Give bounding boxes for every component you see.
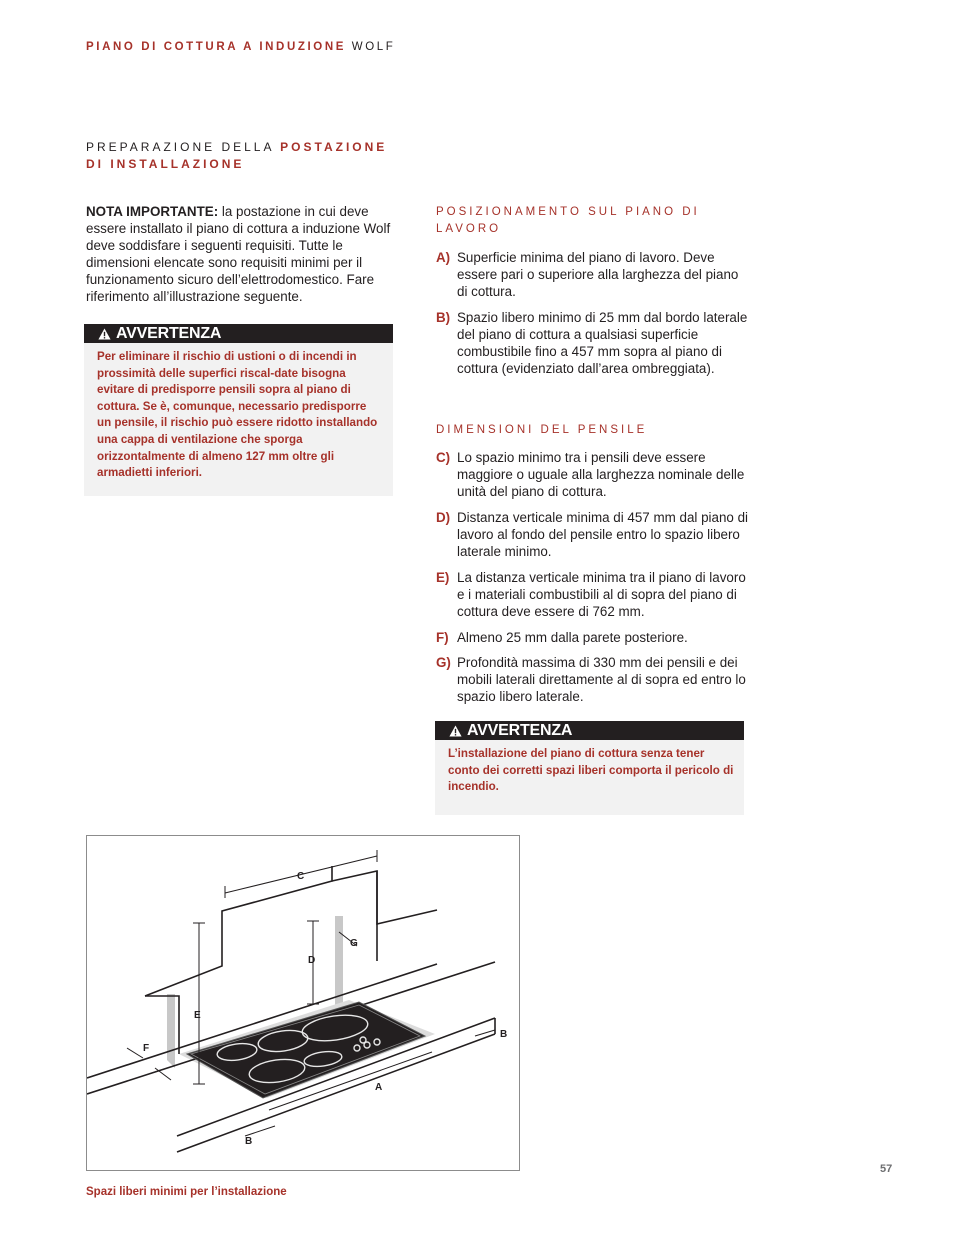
- item-text: Spazio libero minimo di 25 mm dal bordo laterale del piano di cottura a qualsiasi superficie combustibile fino a 457 mm sopra al piano di cottura (evidenziato dall’area ombreggiata).: [457, 310, 748, 376]
- page-number: 57: [880, 1163, 893, 1175]
- side-clearance-shade-right: [335, 916, 343, 1006]
- header-brand: WOLF: [351, 41, 396, 53]
- section-title: [86, 139, 406, 173]
- installation-diagram: [87, 836, 519, 1170]
- item-text: Superficie minima del piano di lavoro. Deve essere pari o superiore alla larghezza del piano di cottura.: [457, 250, 739, 299]
- label-b-right: B: [500, 1029, 508, 1040]
- item-key: E): [436, 570, 450, 585]
- warning-triangle-icon: [449, 725, 462, 737]
- warning-triangle-icon: [98, 328, 111, 340]
- important-note: [86, 203, 402, 305]
- item-text: Lo spazio minimo tra i pensili deve essere maggiore o uguale alla larghezza nominale delle unità del piano di cottura.: [457, 450, 745, 499]
- list-item-c: [436, 449, 748, 500]
- list-item-e: [436, 569, 748, 620]
- label-e: E: [194, 1010, 201, 1021]
- note-label: NOTA IMPORTANTE:: [86, 204, 219, 219]
- item-text: Distanza verticale minima di 457 mm dal piano di lavoro al fondo del pensile entro lo spazio libero laterale minimo.: [457, 510, 749, 559]
- item-key: G): [436, 655, 451, 670]
- list-item-d: [436, 509, 748, 560]
- warning-title-1: AVVERTENZA: [116, 325, 222, 342]
- item-key: B): [436, 310, 451, 325]
- cabinet-heading: DIMENSIONI DEL PENSILE: [436, 424, 648, 436]
- label-b-front: B: [245, 1136, 253, 1147]
- header-section: PIANO DI COTTURA A INDUZIONE: [86, 41, 346, 53]
- section-title-light: PREPARAZIONE DELLA: [86, 140, 274, 154]
- warning-title-2: AVVERTENZA: [467, 722, 573, 739]
- item-key: D): [436, 510, 451, 525]
- warning-text-1: Per eliminare il rischio di ustioni o di incendi in prossimità delle superfici riscal-date bisogna evitare di predisporre pensili sopra al piano di cottura. Se è, comunque, necessario predisporre un pensile, il rischio può essere ridotto installando una cappa di ventilazione che sporga orizzontalmente di almeno 127 mm oltre gli armadietti inferiori.: [97, 350, 378, 480]
- label-c: C: [297, 871, 305, 882]
- warning-box-2: [435, 721, 744, 815]
- section-title-bold-2: DI INSTALLAZIONE: [86, 157, 245, 171]
- warning-box-1: [84, 324, 393, 496]
- label-d: D: [308, 955, 316, 966]
- label-a: A: [375, 1082, 383, 1093]
- positioning-heading: POSIZIONAMENTO SUL PIANO DI LAVORO: [436, 206, 700, 235]
- label-f: F: [143, 1043, 150, 1054]
- installation-clearance-figure: [86, 835, 520, 1171]
- item-text: Almeno 25 mm dalla parete posteriore.: [457, 630, 688, 645]
- warning-bar-1: [84, 324, 393, 343]
- warning-text-2: L’installazione del piano di cottura senza tener conto dei corretti spazi liberi comporta il pericolo di incendio.: [448, 747, 734, 794]
- list-item-g: [436, 654, 748, 705]
- side-clearance-shade-left: [167, 994, 175, 1068]
- section-title-bold-1: POSTAZIONE: [280, 140, 388, 154]
- list-item-a: [436, 249, 748, 300]
- item-key: C): [436, 450, 451, 465]
- figure-caption: Spazi liberi minimi per l’installazione: [86, 1186, 287, 1198]
- list-item-b: [436, 309, 748, 377]
- running-header: [86, 41, 395, 53]
- warning-bar-2: [435, 721, 744, 740]
- dimension-lines: [127, 850, 495, 1136]
- item-text: Profondità massima di 330 mm dei pensili e dei mobili laterali direttamente al di sopra ed entro lo spazio libero laterale.: [457, 655, 746, 704]
- label-g: G: [350, 938, 358, 949]
- note-text: la postazione in cui deve essere installato il piano di cottura a induzione Wolf deve soddisfare i seguenti requisiti. Tutte le dimensioni elencate sono requisiti minimi per il funzionamento sicuro dell’elettrodomestico. Fare riferimento all’illustrazione seguente.: [86, 204, 391, 304]
- item-key: F): [436, 630, 449, 645]
- item-key: A): [436, 250, 451, 265]
- item-text: La distanza verticale minima tra il piano di lavoro e i materiali combustibili al di sopra del piano di cottura deve essere di 762 mm.: [457, 570, 746, 619]
- list-item-f: [436, 629, 748, 646]
